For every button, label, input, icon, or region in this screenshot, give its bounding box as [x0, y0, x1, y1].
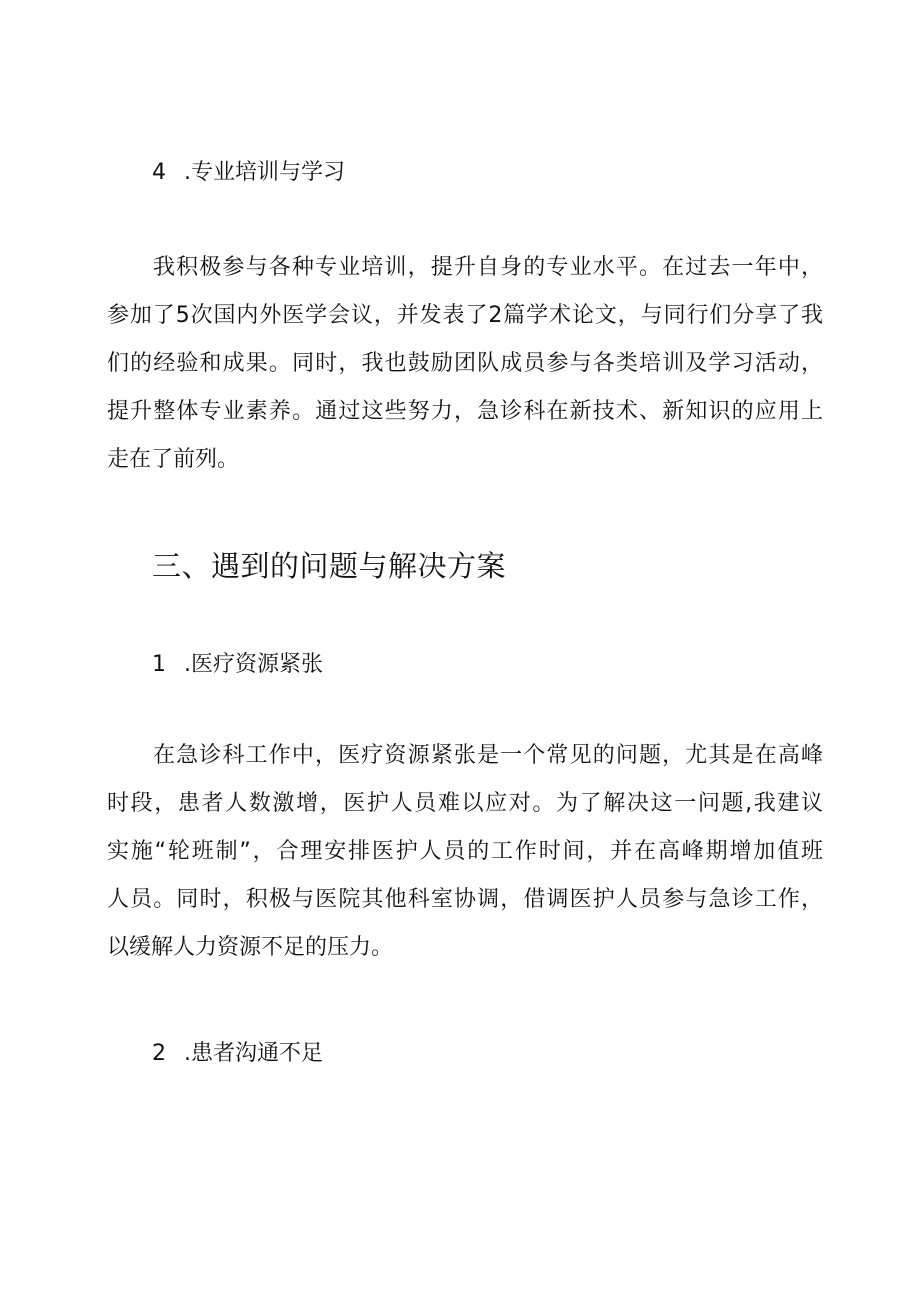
- subheading-number: 4: [152, 160, 166, 185]
- paragraph-line: 参加了5次国内外医学会议，并发表了2篇学术论文，与同行们分享了我: [107, 303, 823, 328]
- paragraph-line: 以缓解人力资源不足的压力。: [107, 935, 394, 960]
- paragraph-line: 提升整体专业素养。通过这些努力，急诊科在新技术、新知识的应用上: [107, 399, 823, 424]
- paragraph-resources: [107, 732, 823, 972]
- paragraph-line: 我积极参与各种专业培训，提升自身的专业水平。在过去一年中，: [153, 255, 823, 280]
- subheading-medical-resources: [152, 650, 323, 680]
- paragraph-training: [107, 244, 823, 484]
- subheading-number: 1: [152, 652, 166, 677]
- subheading-patient-communication: [152, 1039, 323, 1069]
- paragraph-line: 时段，患者人数激增，医护人员难以应对。为了解决这一问题,我建议: [107, 791, 823, 816]
- paragraph-line: 走在了前列。: [107, 447, 240, 472]
- subheading-title: .医疗资源紧张: [184, 652, 323, 677]
- subheading-number: 2: [152, 1041, 166, 1066]
- section-heading-problems: 三、遇到的问题与解决方案: [152, 549, 507, 583]
- paragraph-line: 实施“轮班制”，合理安排医护人员的工作时间，并在高峰期增加值班: [107, 839, 823, 864]
- subheading-title: .专业培训与学习: [184, 160, 345, 185]
- subheading-professional-training: [152, 158, 345, 188]
- paragraph-line: 人员。同时，积极与医院其他科室协调，借调医护人员参与急诊工作，: [107, 887, 823, 912]
- paragraph-line: 们的经验和成果。同时，我也鼓励团队成员参与各类培训及学习活动，: [107, 351, 823, 376]
- paragraph-line: 在急诊科工作中，医疗资源紧张是一个常见的问题，尤其是在高峰: [153, 743, 823, 768]
- subheading-title: .患者沟通不足: [184, 1041, 323, 1066]
